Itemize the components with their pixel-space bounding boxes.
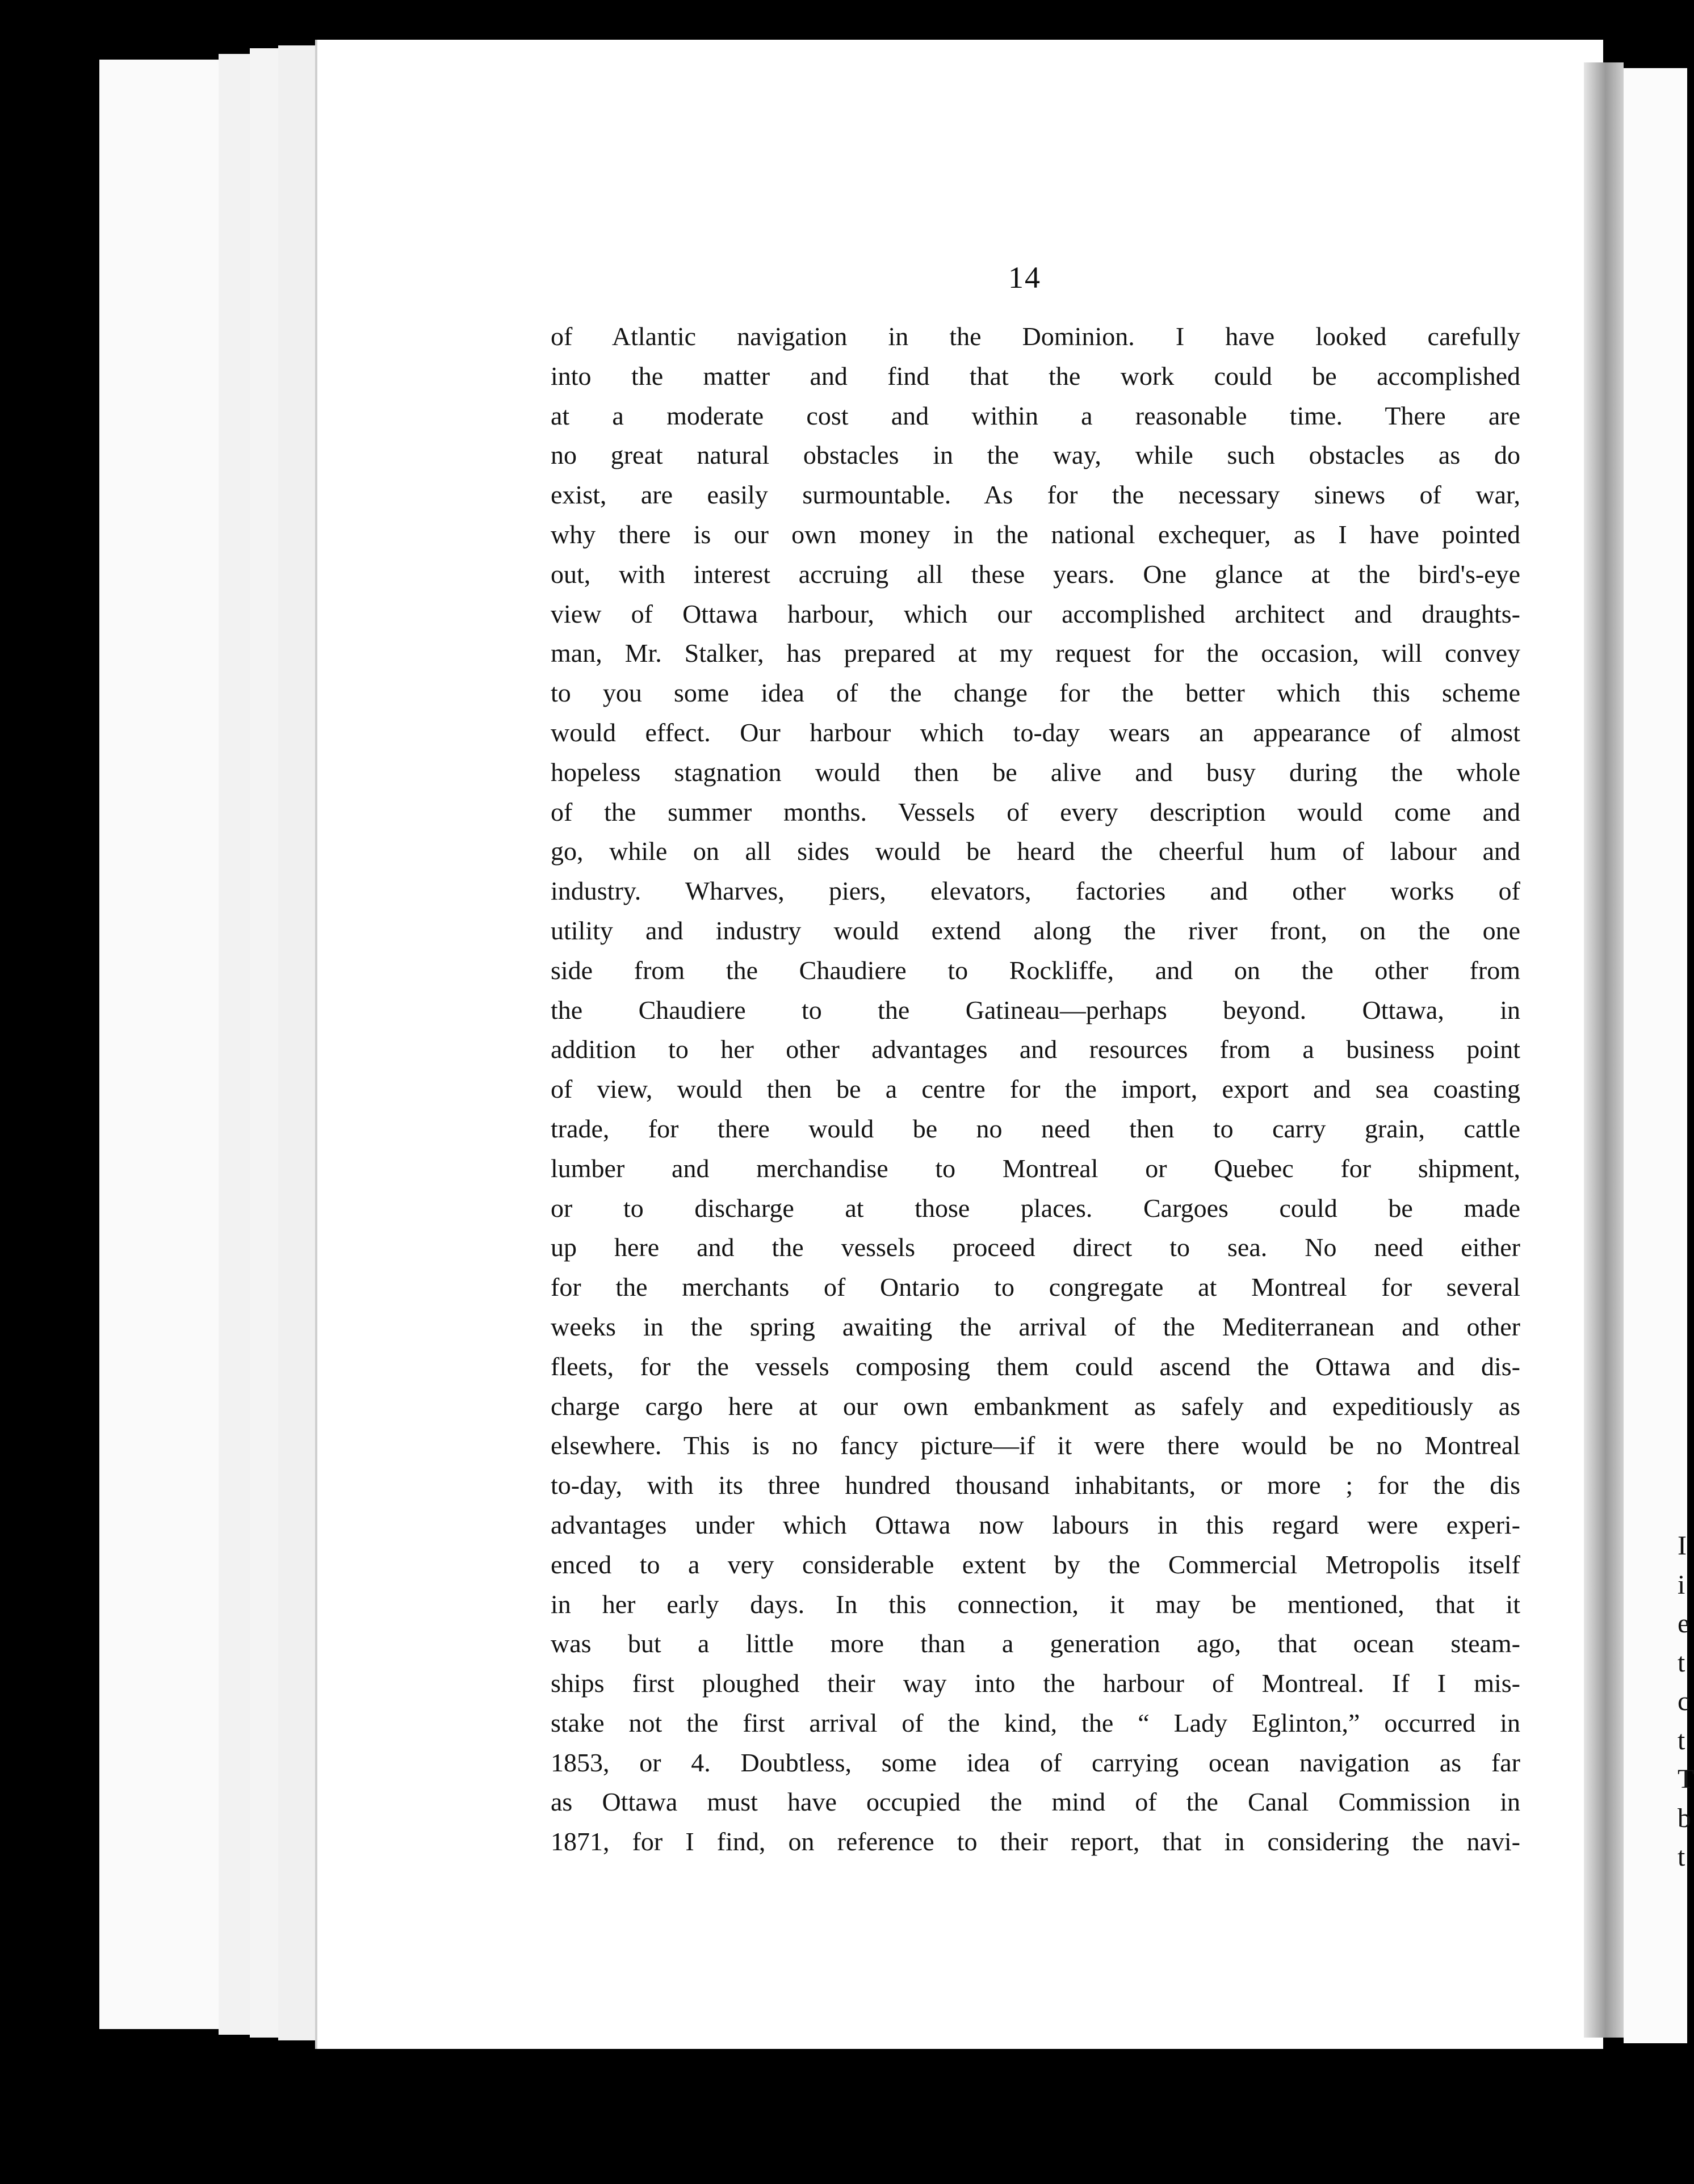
text-line: in her early days. In this connection, it may be mentioned, that it bbox=[551, 1589, 1520, 1619]
text-line: 1853, or 4. Doubtless, some idea of carrying ocean navigation as far bbox=[551, 1748, 1520, 1777]
text-line: to-day, with its three hundred thousand inhabitants, or more ; for the dis bbox=[551, 1471, 1520, 1500]
text-line: of Atlantic navigation in the Dominion. I have looked carefully bbox=[551, 322, 1520, 351]
text-line: as Ottawa must have occupied the mind of the Canal Commission in bbox=[551, 1787, 1520, 1817]
text-line: lumber and merchandise to Montreal or Quebec for shipment, bbox=[551, 1153, 1520, 1183]
text-line: at a moderate cost and within a reasonable time. There are bbox=[551, 401, 1520, 430]
text-line: stake not the first arrival of the kind, the “ Lady Eglinton,” occurred in bbox=[551, 1708, 1520, 1737]
text-line: enced to a very considerable extent by the Commercial Metropolis itself bbox=[551, 1549, 1520, 1579]
next-page-letter: i bbox=[1678, 1569, 1685, 1600]
text-line: side from the Chaudiere to Rockliffe, and on the other from bbox=[551, 955, 1520, 985]
page-gutter-shadow bbox=[1584, 62, 1624, 2038]
text-line: man, Mr. Stalker, has prepared at my request for the occasion, will convey bbox=[551, 639, 1520, 668]
page-number: 14 bbox=[1008, 261, 1041, 295]
body-text bbox=[551, 317, 1520, 1862]
text-line: fleets, for the vessels composing them could ascend the Ottawa and dis- bbox=[551, 1351, 1520, 1381]
next-page-letters bbox=[1678, 1527, 1694, 1877]
next-page-letter: I bbox=[1678, 1531, 1687, 1561]
text-line: utility and industry would extend along the river front, on the one bbox=[551, 915, 1520, 945]
text-line: 1871, for I find, on reference to their report, that in considering the navi- bbox=[551, 1827, 1520, 1857]
text-line: was but a little more than a generation ago, that ocean steam- bbox=[551, 1629, 1520, 1658]
text-line: of view, would then be a centre for the import, export and sea coasting bbox=[551, 1074, 1520, 1104]
text-line: trade, for there would be no need then to carry grain, cattle bbox=[551, 1114, 1520, 1143]
text-line: go, while on all sides would be heard the cheerful hum of labour and bbox=[551, 837, 1520, 866]
text-line: view of Ottawa harbour, which our accomplished architect and draughts- bbox=[551, 599, 1520, 628]
next-page-letter: T bbox=[1678, 1764, 1694, 1794]
text-line: into the matter and find that the work could be accomplished bbox=[551, 361, 1520, 390]
text-line: the Chaudiere to the Gatineau—perhaps beyond. Ottawa, in bbox=[551, 995, 1520, 1024]
next-page-letter: t bbox=[1678, 1725, 1685, 1755]
next-page-letter: c bbox=[1678, 1686, 1690, 1716]
text-line: of the summer months. Vessels of every description would come and bbox=[551, 797, 1520, 826]
text-line: up here and the vessels proceed direct to sea. No need either bbox=[551, 1233, 1520, 1262]
text-line: for the merchants of Ontario to congregate at Montreal for several bbox=[551, 1272, 1520, 1302]
text-line: elsewhere. This is no fancy picture—if it were there would be no Montreal bbox=[551, 1431, 1520, 1460]
text-line: industry. Wharves, piers, elevators, factories and other works of bbox=[551, 876, 1520, 906]
text-line: exist, are easily surmountable. As for the necessary sinews of war, bbox=[551, 480, 1520, 510]
text-line: weeks in the spring awaiting the arrival of the Mediterranean and other bbox=[551, 1312, 1520, 1341]
text-line: out, with interest accruing all these years. One glance at the bird's-eye bbox=[551, 559, 1520, 589]
text-line: charge cargo here at our own embankment as safely and expeditiously as bbox=[551, 1391, 1520, 1421]
text-line: ships first ploughed their way into the harbour of Montreal. If I mis- bbox=[551, 1669, 1520, 1698]
text-line: addition to her other advantages and resources from a business point bbox=[551, 1035, 1520, 1064]
text-line: would effect. Our harbour which to-day wears an appearance of almost bbox=[551, 717, 1520, 747]
text-line: or to discharge at those places. Cargoes could be made bbox=[551, 1193, 1520, 1223]
text-line: why there is our own money in the national exchequer, as I have pointed bbox=[551, 519, 1520, 549]
text-line: advantages under which Ottawa now labours in this regard were experi- bbox=[551, 1510, 1520, 1539]
text-line: to you some idea of the change for the better which this scheme bbox=[551, 678, 1520, 708]
text-line: no great natural obstacles in the way, while such obstacles as do bbox=[551, 440, 1520, 470]
text-line: hopeless stagnation would then be alive and busy during the whole bbox=[551, 757, 1520, 787]
next-page-letter: b bbox=[1678, 1803, 1691, 1833]
next-page-letter: t bbox=[1678, 1647, 1685, 1678]
next-page-letter: e bbox=[1678, 1608, 1690, 1639]
next-page-letter: t bbox=[1678, 1842, 1685, 1872]
